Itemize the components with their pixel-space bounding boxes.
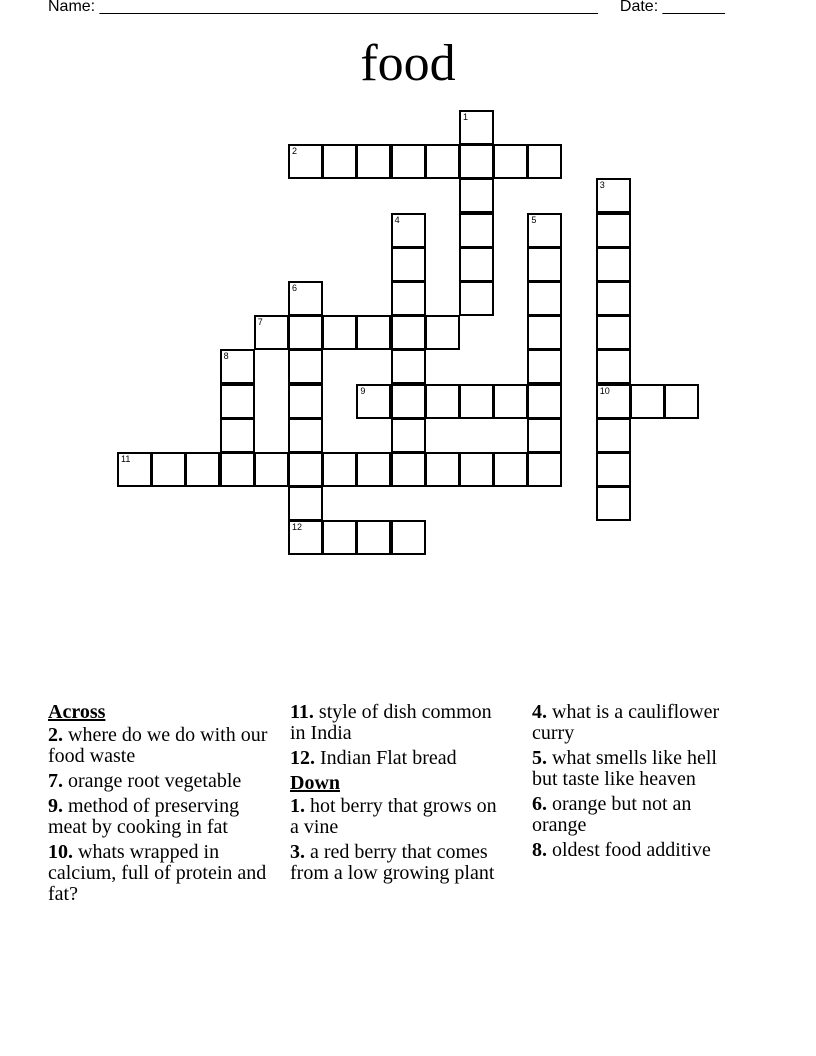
grid-cell[interactable] bbox=[356, 384, 391, 419]
grid-cell[interactable] bbox=[425, 384, 460, 419]
grid-cell[interactable] bbox=[391, 418, 426, 453]
grid-cell[interactable] bbox=[356, 315, 391, 350]
clue-number: 7 bbox=[257, 317, 263, 328]
grid-cell[interactable] bbox=[596, 486, 631, 521]
clue-across-9: 9. method of preserving meat by cooking in fat bbox=[48, 795, 240, 838]
grid-cell[interactable] bbox=[596, 281, 631, 316]
grid-cell[interactable] bbox=[459, 110, 494, 145]
grid-cell[interactable] bbox=[527, 349, 562, 384]
grid-cell[interactable] bbox=[459, 281, 494, 316]
grid-cell[interactable] bbox=[493, 144, 528, 179]
grid-cell[interactable] bbox=[459, 452, 494, 487]
grid-cell[interactable] bbox=[391, 349, 426, 384]
grid-cell[interactable] bbox=[254, 452, 289, 487]
grid-cell[interactable] bbox=[596, 315, 631, 350]
clue-down-8: 8. oldest food additive bbox=[532, 839, 711, 861]
grid-cell[interactable] bbox=[596, 247, 631, 282]
grid-cell[interactable] bbox=[630, 384, 665, 419]
grid-cell[interactable] bbox=[288, 486, 323, 521]
grid-cell[interactable] bbox=[254, 315, 289, 350]
grid-cell[interactable] bbox=[391, 315, 426, 350]
clue-column-2 bbox=[290, 702, 505, 888]
grid-cell[interactable] bbox=[117, 452, 152, 487]
down-heading: Down bbox=[290, 772, 341, 794]
grid-cell[interactable] bbox=[493, 452, 528, 487]
grid-cell[interactable] bbox=[220, 384, 255, 419]
grid-cell[interactable] bbox=[527, 452, 562, 487]
grid-cell[interactable] bbox=[527, 144, 562, 179]
clue-across-7: 7. orange root vegetable bbox=[48, 770, 242, 792]
grid-cell[interactable] bbox=[459, 178, 494, 213]
grid-cell[interactable] bbox=[322, 144, 357, 179]
clue-number: 10 bbox=[599, 385, 610, 396]
grid-cell[interactable] bbox=[288, 349, 323, 384]
clue-number: 5 bbox=[531, 214, 537, 225]
grid-cell[interactable] bbox=[527, 213, 562, 248]
grid-cell[interactable] bbox=[459, 384, 494, 419]
clue-number: 9 bbox=[360, 385, 366, 396]
grid-cell[interactable] bbox=[596, 384, 631, 419]
clue-down-5: 5. what smells like hell but taste like heaven bbox=[532, 747, 717, 790]
grid-cell[interactable] bbox=[391, 213, 426, 248]
grid-cell[interactable] bbox=[527, 281, 562, 316]
grid-cell[interactable] bbox=[220, 418, 255, 453]
grid-cell[interactable] bbox=[322, 520, 357, 555]
grid-cell[interactable] bbox=[220, 349, 255, 384]
grid-cell[interactable] bbox=[356, 452, 391, 487]
clue-number: 3 bbox=[599, 180, 605, 191]
clue-number: 11 bbox=[121, 454, 131, 464]
grid-cell[interactable] bbox=[493, 384, 528, 419]
clue-across-12: 12. Indian Flat bread bbox=[290, 747, 457, 769]
grid-cell[interactable] bbox=[151, 452, 186, 487]
grid-cell[interactable] bbox=[391, 247, 426, 282]
grid-cell[interactable] bbox=[322, 315, 357, 350]
grid-cell[interactable] bbox=[391, 281, 426, 316]
grid-cell[interactable] bbox=[459, 213, 494, 248]
clue-down-6: 6. orange but not an orange bbox=[532, 793, 692, 836]
clue-down-1: 1. hot berry that grows on a vine bbox=[290, 795, 497, 838]
grid-cell[interactable] bbox=[391, 452, 426, 487]
grid-cell[interactable] bbox=[288, 144, 323, 179]
grid-cell[interactable] bbox=[596, 452, 631, 487]
grid-cell[interactable] bbox=[185, 452, 220, 487]
clue-across-2: 2. where do we do with our food waste bbox=[48, 724, 268, 767]
clue-number: 12 bbox=[292, 522, 303, 533]
grid-cell[interactable] bbox=[391, 384, 426, 419]
clue-down-3: 3. a red berry that comes from a low growing plant bbox=[290, 841, 495, 884]
grid-cell[interactable] bbox=[596, 178, 631, 213]
grid-cell[interactable] bbox=[596, 349, 631, 384]
clue-column-3 bbox=[532, 702, 742, 865]
across-heading: Across bbox=[48, 701, 106, 723]
page-title: food bbox=[360, 35, 456, 92]
name-field[interactable]: Name: ________________________________________________________ bbox=[48, 0, 598, 15]
grid-cell[interactable] bbox=[459, 247, 494, 282]
clue-column-1 bbox=[48, 702, 273, 909]
grid-cell[interactable] bbox=[288, 452, 323, 487]
grid-cell[interactable] bbox=[220, 452, 255, 487]
grid-cell[interactable] bbox=[425, 452, 460, 487]
grid-cell[interactable] bbox=[459, 144, 494, 179]
clue-number: 8 bbox=[223, 351, 229, 362]
grid-cell[interactable] bbox=[425, 144, 460, 179]
clue-number: 6 bbox=[292, 283, 298, 293]
clue-across-10: 10. whats wrapped in calcium, full of protein and fat? bbox=[48, 841, 267, 905]
clue-number: 2 bbox=[292, 146, 298, 157]
grid-cell[interactable] bbox=[356, 520, 391, 555]
grid-cell[interactable] bbox=[288, 384, 323, 419]
grid-cell[interactable] bbox=[391, 144, 426, 179]
clue-across-11: 11. style of dish common in India bbox=[290, 701, 492, 744]
grid-cell[interactable] bbox=[596, 418, 631, 453]
grid-cell[interactable] bbox=[527, 315, 562, 350]
grid-cell[interactable] bbox=[391, 520, 426, 555]
date-field[interactable]: Date: _______ bbox=[619, 0, 725, 15]
grid-cell[interactable] bbox=[664, 384, 699, 419]
grid-cell[interactable] bbox=[288, 418, 323, 453]
clue-down-4: 4. what is a cauliflower curry bbox=[532, 701, 720, 744]
grid-cell[interactable] bbox=[356, 144, 391, 179]
grid-cell[interactable] bbox=[425, 315, 460, 350]
clue-number: 1 bbox=[463, 112, 469, 122]
grid-cell[interactable] bbox=[527, 418, 562, 453]
grid-cell[interactable] bbox=[527, 384, 562, 419]
clue-number: 4 bbox=[394, 214, 400, 225]
grid-cell[interactable] bbox=[288, 315, 323, 350]
grid-cell[interactable] bbox=[527, 247, 562, 282]
grid-cell[interactable] bbox=[322, 452, 357, 487]
grid-cell[interactable] bbox=[288, 281, 323, 316]
grid-cell[interactable] bbox=[596, 213, 631, 248]
grid-cell[interactable] bbox=[288, 520, 323, 555]
